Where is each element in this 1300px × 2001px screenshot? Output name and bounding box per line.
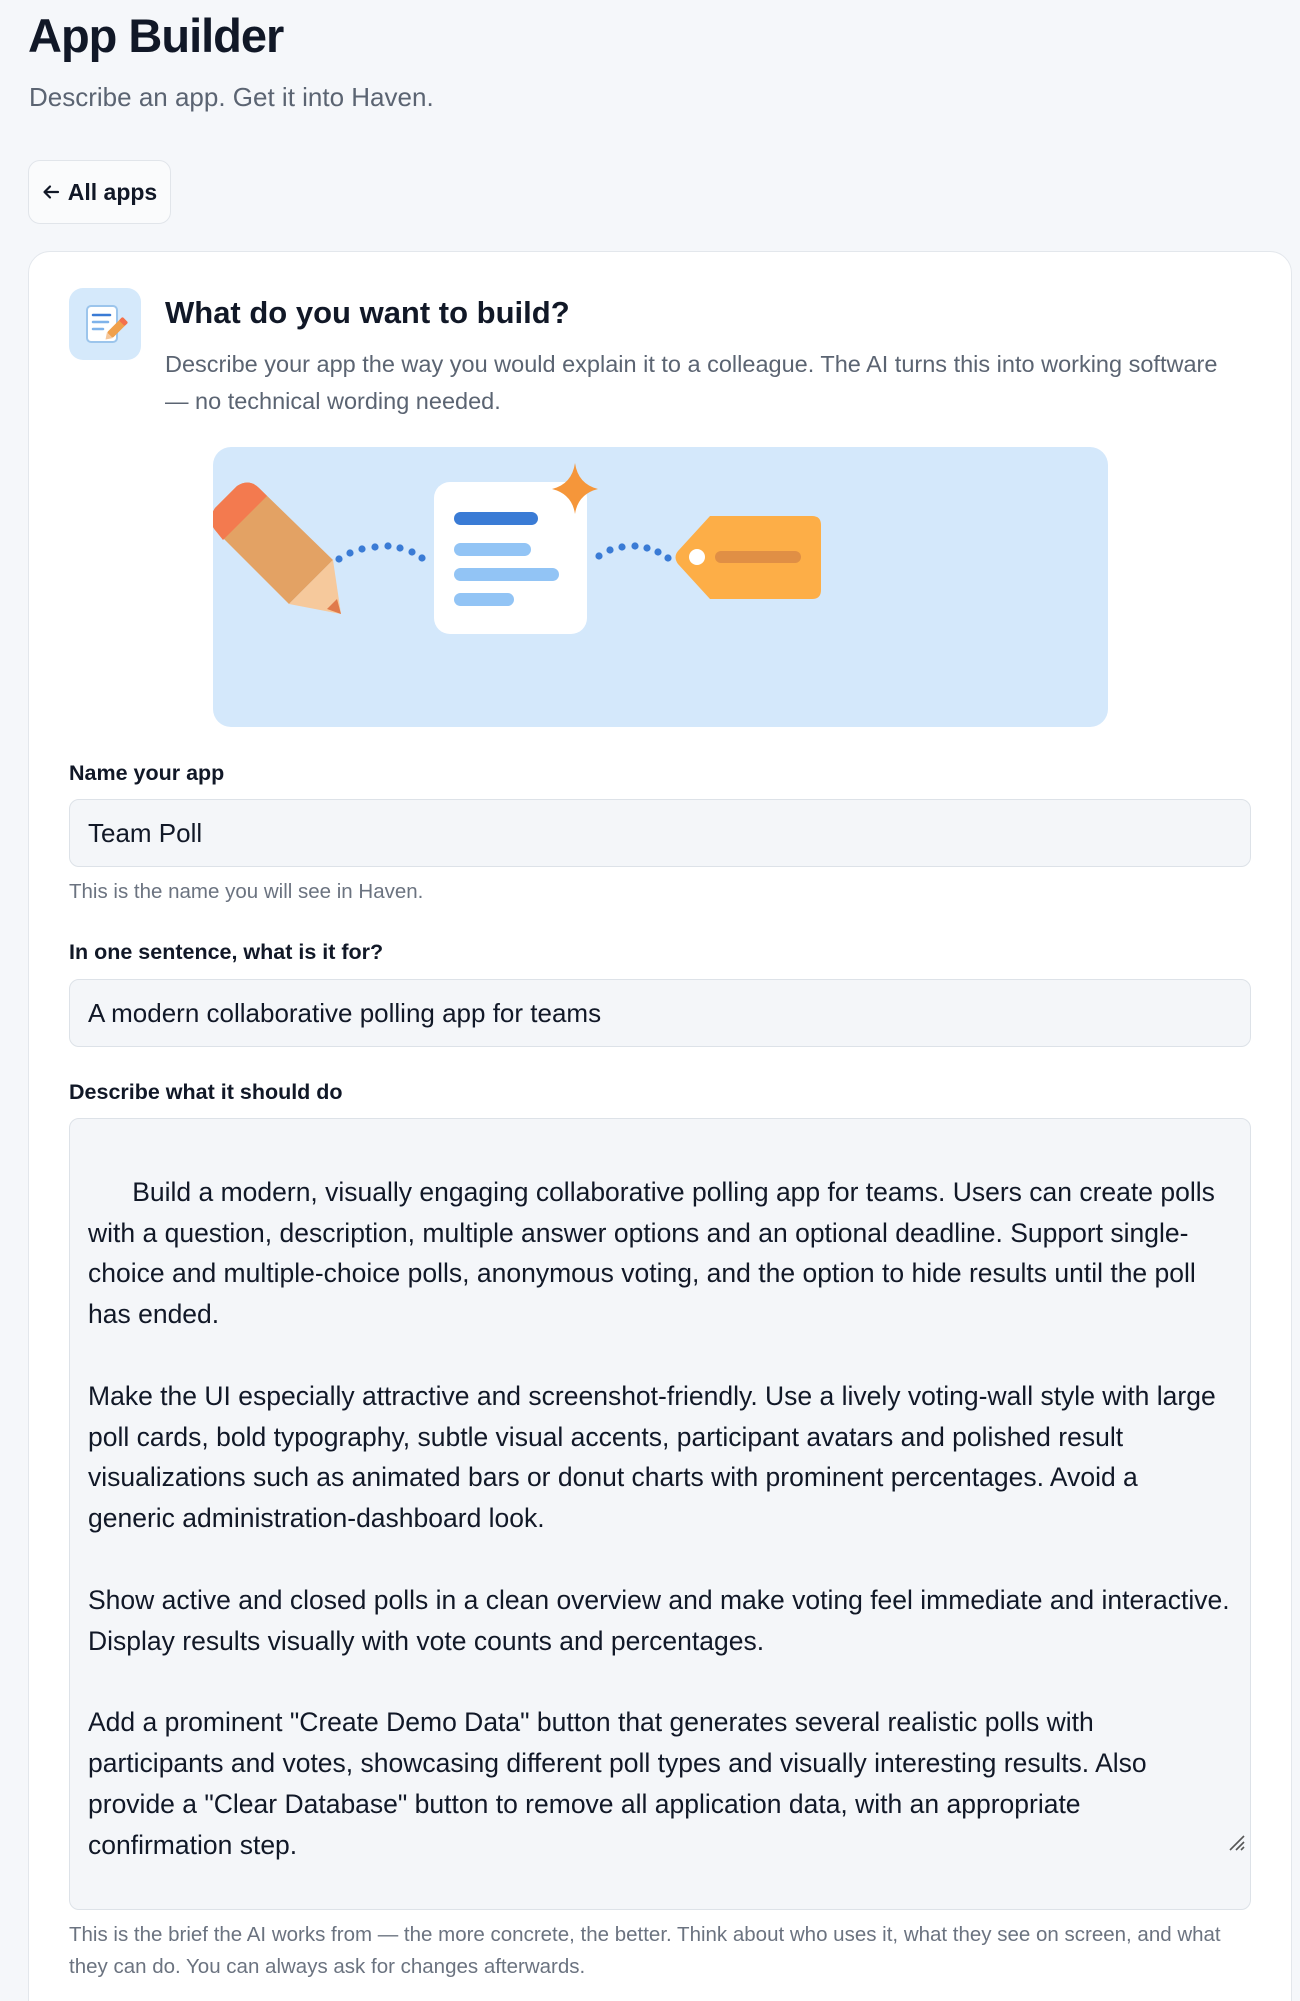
- app-description-textarea[interactable]: [69, 1118, 1251, 1910]
- document-icon: [434, 482, 587, 634]
- app-description-text: Build a modern, visually engaging collaborative polling app for teams. Users can create polls with a question, description, multiple answer options and an optional deadline. Support single-choice and multiple-choice polls, anonymous voting, and the option to hide results until the poll has ended. Make the UI especially attractive and screenshot-friendly. Use a lively voting-wall style with large poll cards, bold typography, subtle visual accents, participant avatars and polished result visualizations such as animated bars or donut charts with prominent percentages. Avoid a generic administration-dashboard look. Show active and closed polls in a clean overview and make voting feel immediate and interactive. Display results visually with vote counts and percentages. Add a prominent "Create Demo Data" button that generates several realistic polls with participants and votes, showcasing different poll types and visually interesting results. Also provide a "Clear Database" button to remove all application data, with an appropriate confirmation step.: [88, 1176, 1230, 1860]
- all-apps-button[interactable]: [28, 160, 171, 224]
- section-title: What do you want to build?: [165, 295, 570, 330]
- app-name-input[interactable]: Team Poll: [69, 799, 1251, 867]
- app-name-hint: This is the name you will see in Haven.: [69, 880, 424, 903]
- section-description: Describe your app the way you would explain it to a colleague. The AI turns this into working software — no technical wording needed.: [165, 351, 1218, 414]
- arrow-left-icon: [42, 183, 60, 201]
- all-apps-label: All apps: [67, 178, 158, 205]
- page-title: App Builder: [28, 9, 284, 62]
- hero-illustration: [213, 447, 1108, 727]
- tag-icon: [676, 516, 822, 599]
- page-subtitle: Describe an app. Get it into Haven.: [29, 82, 434, 112]
- build-card: [28, 251, 1292, 2001]
- app-purpose-input[interactable]: A modern collaborative polling app for teams: [69, 979, 1251, 1047]
- app-name-label: Name your app: [69, 761, 225, 785]
- resize-handle-icon[interactable]: [1167, 1783, 1246, 1905]
- app-description-label: Describe what it should do: [69, 1080, 343, 1104]
- pencil-icon: [213, 482, 341, 614]
- app-description-hint: This is the brief the AI works from — the more concrete, the better. Think about who uses it, what they see on screen, and what they can do. You can always ask for changes afterwards.: [69, 1923, 1221, 1978]
- app-purpose-label: In one sentence, what is it for?: [69, 940, 384, 964]
- note-pencil-icon: [69, 288, 141, 360]
